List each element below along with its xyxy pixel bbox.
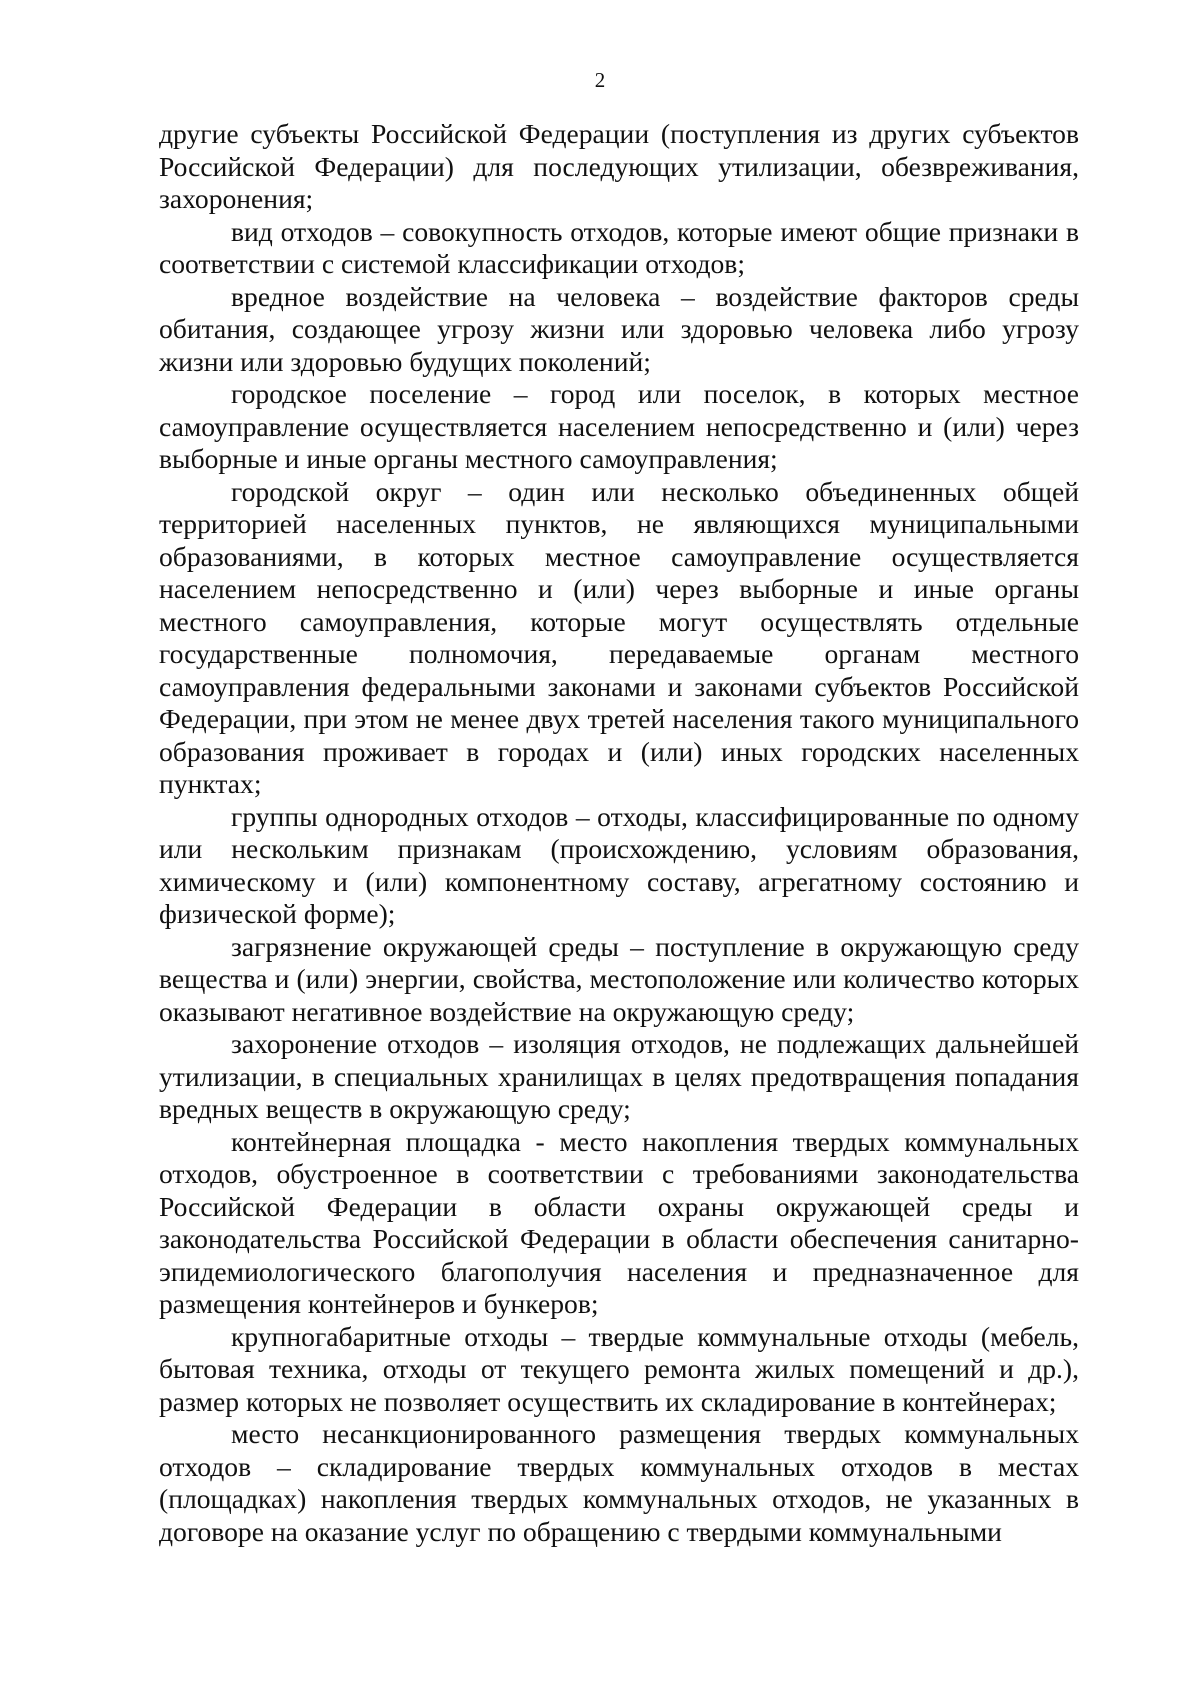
paragraph-gorodskoi-okrug: городской округ – один или несколько объединенных общей территорией населенных пунктов, не являющихся муниципальными образованиями, в которых местное самоуправление осуществляется населением непосредственно и (или) через выборные и иные органы местного самоуправления, которые могут осуществлять отдельные государственные полномочия, передаваемые органам местного самоуправления федеральными законами и законами субъектов Российской Федерации, при этом не менее двух третей населения такого муниципального образования проживает в городах и (или) иных городских населенных пунктах;: [159, 475, 1079, 799]
paragraph-vrednoe-vozdeistvie: вредное воздействие на человека – воздействие факторов среды обитания, создающее угрозу жизни или здоровью человека либо угрозу жизни или здоровью будущих поколений;: [159, 280, 1079, 377]
paragraph-gruppy-odnorodnyh-othodov: группы однородных отходов – отходы, классифицированные по одному или нескольким признакам (происхождению, условиям образования, химическому и (или) компонентному составу, агрегатному состоянию и физической форме);: [159, 800, 1079, 929]
document-body: [159, 118, 1079, 1548]
paragraph-gorodskoe-poselenie: городское поселение – город или поселок, в которых местное самоуправление осуществляется населением непосредственно и (или) через выборные и иные органы местного самоуправления;: [159, 378, 1079, 474]
paragraph-continuation: другие субъекты Российской Федерации (поступления из других субъектов Российской Федерации) для последующих утилизации, обезвреживания, захоронения;: [159, 118, 1079, 214]
paragraph-vid-othodov: вид отходов – совокупность отходов, которые имеют общие признаки в соответствии с системой классификации отходов;: [159, 215, 1079, 279]
paragraph-zahoronenie-othodov: захоронение отходов – изоляция отходов, не подлежащих дальнейшей утилизации, в специальных хранилищах в целях предотвращения попадания вредных веществ в окружающую среду;: [159, 1028, 1079, 1124]
paragraph-konteinernaya-ploshadka: контейнерная площадка - место накопления твердых коммунальных отходов, обустроенное в соответствии с требованиями законодательства Российской Федерации в области охраны окружающей среды и законодательства Российской Федерации в области обеспечения санитарно-эпидемиологического благополучия населения и предназначенное для размещения контейнеров и бункеров;: [159, 1125, 1079, 1319]
paragraph-mesto-nesankcionirovannogo-razmesheniya: место несанкционированного размещения твердых коммунальных отходов – складирование твердых коммунальных отходов в местах (площадках) накопления твердых коммунальных отходов, не указанных в договоре на оказание услуг по обращению с твердыми коммунальными: [159, 1418, 1079, 1547]
page-number: 2: [594, 68, 606, 92]
paragraph-krupnogabaritnye-othody: крупногабаритные отходы – твердые коммунальные отходы (мебель, бытовая техника, отходы от текущего ремонта жилых помещений и др.), размер которых не позволяет осуществить их складирование в контейнерах;: [159, 1320, 1079, 1417]
paragraph-zagryaznenie-sredy: загрязнение окружающей среды – поступление в окружающую среду вещества и (или) энергии, свойства, местоположение или количество которых оказывают негативное воздействие на окружающую среду;: [159, 930, 1079, 1027]
